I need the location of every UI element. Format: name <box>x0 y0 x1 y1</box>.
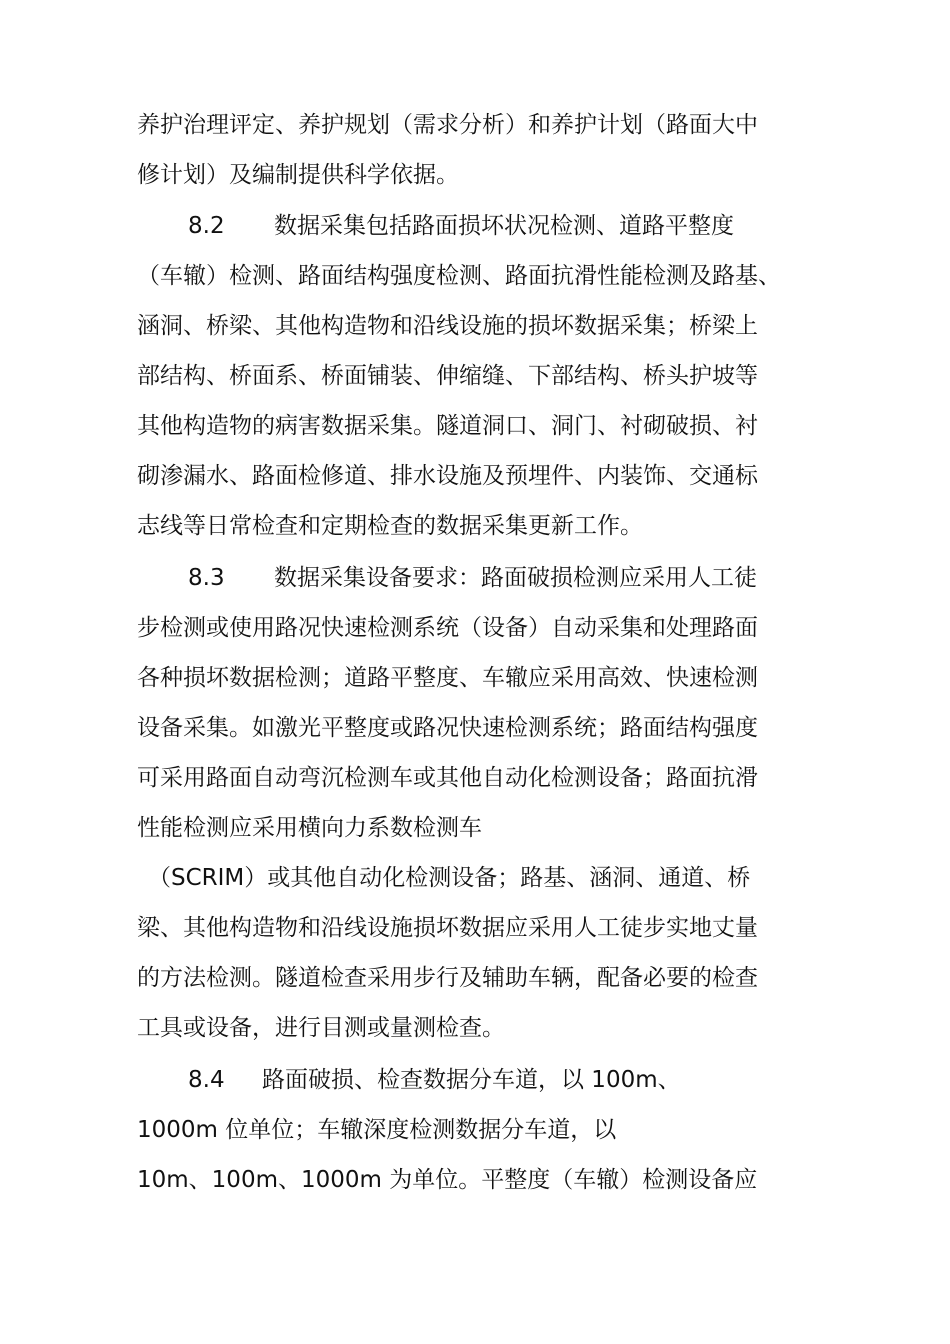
text-line: 梁、其他构造物和沿线设施损坏数据应采用人工徒步实地丈量 <box>137 915 758 941</box>
text-line: 1000m 位单位；车辙深度检测数据分车道，以 <box>137 1117 617 1143</box>
text-line: 性能检测应采用横向力系数检测车 <box>137 815 482 841</box>
text-line: 的方法检测。隧道检查采用步行及辅助车辆，配备必要的检查 <box>137 965 758 991</box>
text-line: 步检测或使用路况快速检测系统（设备）自动采集和处理路面 <box>137 615 758 641</box>
section-heading-line <box>188 1065 681 1095</box>
text-line: 可采用路面自动弯沉检测车或其他自动化检测设备；路面抗滑 <box>137 765 758 791</box>
text-line: 各种损坏数据检测；道路平整度、车辙应采用高效、快速检测 <box>137 665 758 691</box>
section-heading-line <box>188 211 734 241</box>
text-line: 修计划）及编制提供科学依据。 <box>137 162 459 188</box>
text-line: 设备采集。如激光平整度或路况快速检测系统；路面结构强度 <box>137 715 758 741</box>
text-line: 砌渗漏水、路面检修道、排水设施及预埋件、内装饰、交通标 <box>137 463 758 489</box>
text-line: 路面破损、检查数据分车道，以 100m、 <box>262 1067 681 1093</box>
section-heading-line <box>188 563 757 593</box>
text-line: 数据采集包括路面损坏状况检测、道路平整度 <box>274 213 734 239</box>
text-line: 数据采集设备要求：路面破损检测应采用人工徒 <box>274 565 757 591</box>
text-line: 涵洞、桥梁、其他构造物和沿线设施的损坏数据采集；桥梁上 <box>137 313 758 339</box>
text-line: 10m、100m、1000m 为单位。平整度（车辙）检测设备应 <box>137 1167 758 1193</box>
text-line: 志线等日常检查和定期检查的数据采集更新工作。 <box>137 513 643 539</box>
section-number: 8.2 <box>188 213 225 239</box>
text-line: 工具或设备，进行目测或量测检查。 <box>137 1015 505 1041</box>
section-number: 8.3 <box>188 565 225 591</box>
text-line: 养护治理评定、养护规划（需求分析）和养护计划（路面大中 <box>137 112 758 138</box>
text-line: 部结构、桥面系、桥面铺装、伸缩缝、下部结构、桥头护坡等 <box>137 363 758 389</box>
text-line: 其他构造物的病害数据采集。隧道洞口、洞门、衬砌破损、衬 <box>137 413 758 439</box>
text-line: （SCRIM）或其他自动化检测设备；路基、涵洞、通道、桥 <box>148 865 751 891</box>
section-number: 8.4 <box>188 1067 225 1093</box>
text-line: （车辙）检测、路面结构强度检测、路面抗滑性能检测及路基、 <box>137 263 781 289</box>
